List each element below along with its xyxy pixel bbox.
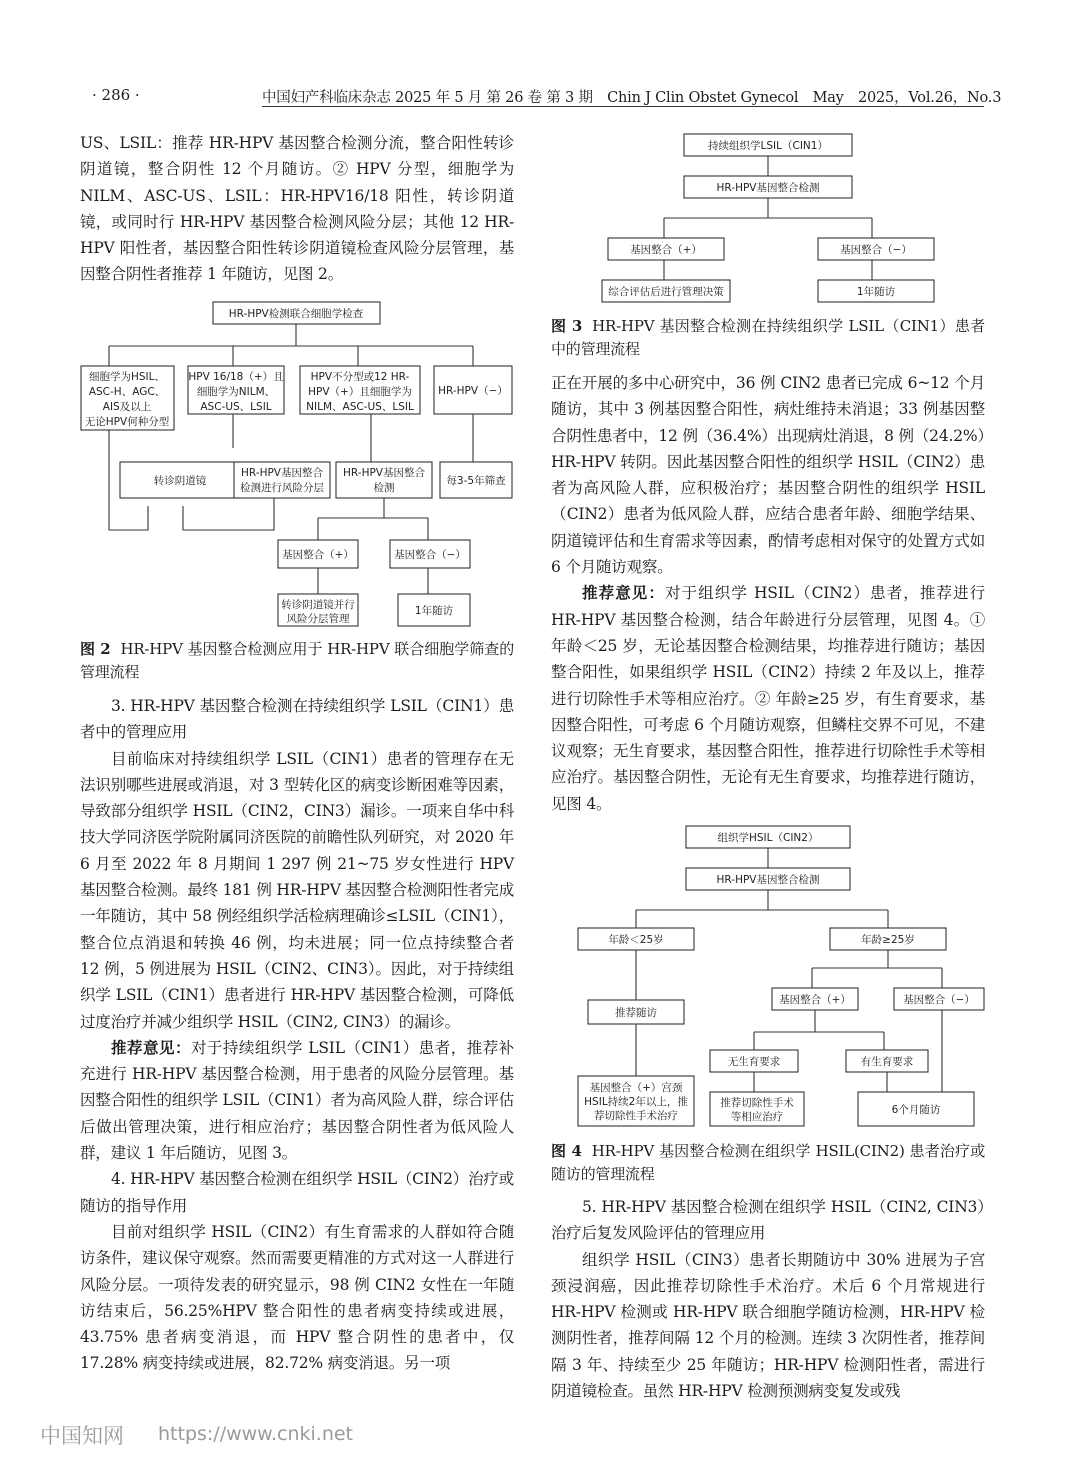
fig3-neg: 基因整合（−）: [840, 244, 912, 256]
fig4-pos: 基因整合（+）: [779, 994, 851, 1006]
fig2-neg-out: 1年随访: [414, 605, 454, 617]
fig2-b1-l1: 细胞学为HSIL、: [88, 371, 166, 383]
fig2-risk-l1: HR-HPV基因整合: [241, 467, 323, 479]
right-rec-text: 对于组织学 HSIL（CIN2）患者，推荐进行 HR-HPV 基因整合检测，结合年龄进行分层管理，见图 4。① 年龄＜25 岁，无论基因整合检测结果，均推荐进行随访；基因整合阳性，如果组织学 HSIL（CIN2）持续 2 年及以上，推荐进行切除性手术等相应治疗。② 年龄≥25 岁，有生育要求，基因整合阳性，可考虑 6 个月随访观察，但鳞柱交界不可见，不建议观察；无生育要求，基因整合阳性，推荐进行切除性手术等相应治疗。基因整合阴性，无论有无生育要求，均推荐进行随访，见图 4。: [551, 584, 985, 813]
fig2-neg: 基因整合（−）: [394, 549, 466, 561]
s3-rec-text: 对于持续组织学 LSIL（CIN1）患者，推荐补充进行 HR-HPV 基因整合检测，用于患者的风险分层管理。基因整合阳性的组织学 LSIL（CIN1）者为高风险人群，综合评估后做出管理决策，进行相应治疗；基因整合阴性者为低风险人群，建议 1 年后随访，见图 3。: [80, 1038, 514, 1163]
right-recommendation: [551, 580, 985, 817]
fig2-b1-l3: AIS及以上: [102, 401, 152, 413]
fig2-pos-out-l2: 风险分层管理: [286, 613, 350, 625]
left-column-lower: [80, 638, 514, 1377]
section-4-title: 4. HR-HPV 基因整合检测在组织学 HSIL（CIN2）治疗或随访的指导作用: [80, 1170, 514, 1215]
right-column-lower: [551, 1140, 985, 1404]
fig4-surg-l2: 等相应治疗: [730, 1111, 784, 1123]
fig2-caption-label: 图 2: [80, 640, 111, 658]
cnki-logo: 中国知网: [40, 1424, 124, 1448]
fig2-caption-text: HR-HPV 基因整合检测应用于 HR-HPV 联合细胞学筛查的管理流程: [80, 640, 514, 681]
fig4-surg-l1: 推荐切除性手术: [720, 1097, 794, 1109]
figure-4-caption: [551, 1140, 985, 1186]
fig4-follow: 推荐随访: [615, 1007, 657, 1019]
fig2-b3-l3: NILM、ASC-US、LSIL: [306, 401, 414, 413]
fig2-b1-l2: ASC-H、AGC、: [88, 386, 166, 398]
fig2-b1-l4: 无论HPV何种分型: [84, 416, 170, 428]
left-top-paragraph: US、LSIL：推荐 HR-HPV 基因整合检测分流，整合阳性转诊阴道镜，整合阴性 12 个月随访。② HPV 分型，细胞学为 NILM、ASC-US、LSIL：HR-HPV16/18 阳性，转诊阴道镜，或同时行 HR-HPV 基因整合检测风险分层；其他 12 HR-HPV 阳性者，基因整合阳性转诊阴道镜检查风险分层管理，基因整合阴性者推荐 1 年随访，见图 2。: [80, 134, 514, 284]
right-column: [551, 315, 985, 817]
fig3-pos: 基因整合（+）: [630, 244, 702, 256]
fig4-caption-label: 图 4: [551, 1142, 582, 1160]
figure-2-flowchart: [78, 298, 518, 634]
fig4-young-out-l1: 基因整合（+）宫颈: [589, 1082, 683, 1094]
fig4-old: 年龄≥25岁: [861, 934, 915, 946]
section-3-paragraph: 目前临床对持续组织学 LSIL（CIN1）患者的管理存在无法识别哪些进展或消退，对 3 型转化区的病变诊断困难等因素，导致部分组织学 HSIL（CIN2，CIN3）漏诊。一项来自华中科技大学同济医学院附属同济医院的前瞻性队列研究，对 2020 年 6 月至 2022 年 8 月期间 1 297 例 21~75 岁女性进行 HPV 基因整合检测。最终 181 例 HR-HPV 基因整合检测阳性者完成一年随访，其中 58 例经组织学活检病理确诊≤LSIL（CIN1），整合位点消退和转换 46 例，均未进展；同一位点持续整合者 12 例，5 例进展为 HSIL（CIN2、CIN3）。因此，对于持续组织学 LSIL（CIN1）患者进行 HR-HPV 基因整合检测，可降低过度治疗并减少组织学 HSIL（CIN2, CIN3）的漏诊。: [80, 749, 514, 1031]
fig2-colpo: 转诊阴道镜: [153, 475, 207, 487]
fig4-nofert: 无生育要求: [727, 1056, 781, 1068]
figure-3-caption: [551, 315, 985, 361]
section-3-recommendation: [80, 1035, 514, 1166]
s3-rec-label: 推荐意见：: [111, 1037, 191, 1057]
fig4-fert: 有生育要求: [860, 1056, 914, 1068]
fig3-neg-out: 1年随访: [856, 286, 896, 298]
right-paragraph-1: 正在开展的多中心研究中，36 例 CIN2 患者已完成 6~12 个月随访，其中 3 例基因整合阳性，病灶维持未消退；33 例基因整合阴性患者中，12 例（36.4%）出现病灶消退，8 例（24.2%）HR-HPV 转阴。因此基因整合阳性的组织学 HSIL（CIN2）患者为高风险人群，应积极治疗；基因整合阴性的组织学 HSIL（CIN2）患者为低风险人群，应结合患者年龄、细胞学结果、阴道镜评估和生育需求等因素，酌情考虑相对保守的处置方式如 6 个月随访观察。: [551, 374, 985, 577]
fig2-test-l1: HR-HPV基因整合: [343, 467, 425, 479]
fig4-caption-text: HR-HPV 基因整合检测在组织学 HSIL(CIN2) 患者治疗或随访的管理流程: [551, 1142, 985, 1183]
left-column: [80, 130, 514, 288]
fig4-young-out-l3: 荐切除性手术治疗: [594, 1110, 678, 1122]
fig2-b2-l2: 细胞学为NILM、: [196, 386, 276, 398]
fig2-top: HR-HPV检测联合细胞学检查: [228, 308, 364, 320]
fig3-top: 持续组织学LSIL（CIN1）: [708, 140, 828, 152]
fig2-screen: 每3-5年筛查: [446, 475, 506, 487]
page-number: · 286 ·: [92, 86, 140, 104]
fig3-caption-text: HR-HPV 基因整合检测在持续组织学 LSIL（CIN1）患者中的管理流程: [551, 317, 985, 358]
fig4-neg: 基因整合（−）: [903, 994, 975, 1006]
figure-4-flowchart: [574, 822, 994, 1132]
figure-2-caption: [80, 638, 514, 684]
fig4-test: HR-HPV基因整合检测: [716, 874, 820, 886]
right-rec-label: 推荐意见：: [582, 583, 665, 603]
fig4-young-out-l2: HSIL持续2年以上，推: [584, 1096, 688, 1108]
journal-header: 中国妇产科临床杂志 2025 年 5 月 第 26 卷 第 3 期 Chin J Clin Obstet Gynecol May 2025，Vol.26，No.3: [262, 90, 1002, 106]
fig3-test: HR-HPV基因整合检测: [716, 182, 820, 194]
fig2-b3-l2: HPV（+）且细胞学为: [308, 386, 412, 398]
section-5-paragraph: 组织学 HSIL（CIN3）患者长期随访中 30% 进展为子宫颈浸润癌，因此推荐切除性手术治疗。术后 6 个月常规进行 HR-HPV 检测或 HR-HPV 联合细胞学随访检测，HR-HPV 检测阴性者，推荐间隔 12 个月的检测。连续 3 次阴性者，推荐间隔 3 年、持续至少 25 年随访；HR-HPV 检测阳性者，需进行阴道镜检查。虽然 HR-HPV 检测预测病变复发或残: [551, 1250, 985, 1401]
fig2-risk-l2: 检测进行风险分层: [240, 482, 324, 494]
fig2-pos: 基因整合（+）: [282, 549, 354, 561]
fig3-pos-out: 综合评估后进行管理决策: [608, 286, 724, 298]
fig4-top: 组织学HSIL（CIN2）: [717, 832, 819, 844]
fig2-b3-l1: HPV不分型或12 HR-: [310, 371, 410, 383]
header-rule: [262, 106, 984, 107]
section-5-title: 5. HR-HPV 基因整合检测在组织学 HSIL（CIN2, CIN3）治疗后复发风险评估的管理应用: [551, 1198, 985, 1243]
fig2-b4: HR-HPV（−）: [438, 385, 508, 397]
fig2-b2-l3: ASC-US、LSIL: [200, 401, 272, 413]
fig2-test-l2: 检测: [373, 482, 395, 494]
figure-3-flowchart: [598, 130, 938, 306]
cnki-url[interactable]: https://www.cnki.net: [158, 1423, 354, 1445]
section-4-paragraph: 目前对组织学 HSIL（CIN2）有生育需求的人群如符合随访条件，建议保守观察。然而需要更精准的方式对这一人群进行风险分层。一项待发表的研究显示，98 例 CIN2 女性在一年随访结束后，56.25%HPV 整合阳性的患者病变持续或进展，43.75% 患者病变消退，而 HPV 整合阴性的患者中，仅 17.28% 病变持续或进展，82.72% 病变消退。另一项: [80, 1222, 514, 1373]
fig2-pos-out-l1: 转诊阴道镜并行: [281, 599, 355, 611]
fig2-b2-l1: HPV 16/18（+）且: [188, 371, 284, 383]
section-3-title: 3. HR-HPV 基因整合检测在持续组织学 LSIL（CIN1）患者中的管理应用: [80, 697, 514, 742]
fig4-young: 年龄＜25岁: [608, 934, 664, 946]
fig3-caption-label: 图 3: [551, 317, 583, 335]
fig4-six: 6个月随访: [891, 1104, 941, 1116]
